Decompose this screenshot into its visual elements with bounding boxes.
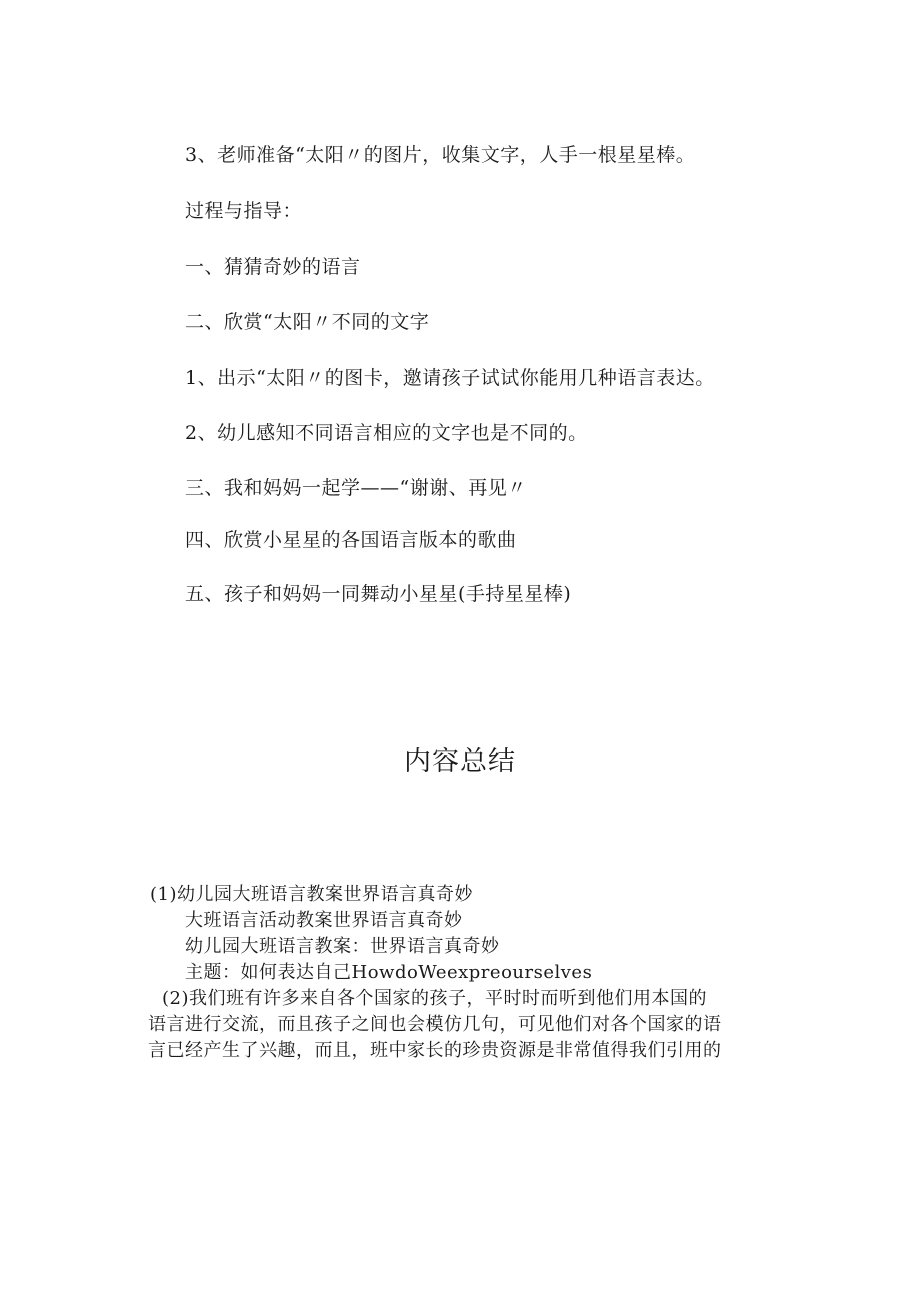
section-four: 四、欣赏小星星的各国语言版本的歌曲 <box>185 529 517 551</box>
material-item-3: 3、老师准备“太阳〃的图片，收集文字，人手一根星星棒。 <box>185 144 696 166</box>
summary-title: 内容总结 <box>404 746 516 777</box>
summary-line: (1)幼儿园大班语言教案世界语言真奇妙 <box>150 884 473 905</box>
summary-line: 幼儿园大班语言教案：世界语言真奇妙 <box>185 936 500 957</box>
summary-line: 语言进行交流，而且孩子之间也会模仿几句，可见他们对各个国家的语 <box>148 1014 722 1035</box>
section-two: 二、欣赏“太阳〃不同的文字 <box>185 311 430 333</box>
section-two-step-2: 2、幼儿感知不同语言相应的文字也是不同的。 <box>185 422 588 444</box>
summary-line: (2)我们班有许多来自各个国家的孩子，平时时而听到他们用本国的 <box>162 988 707 1009</box>
section-three: 三、我和妈妈一起学——“谢谢、再见〃 <box>185 477 527 499</box>
section-five: 五、孩子和妈妈一同舞动小星星(手持星星棒) <box>185 583 572 605</box>
section-one: 一、猜猜奇妙的语言 <box>185 256 361 278</box>
process-heading: 过程与指导： <box>185 200 303 222</box>
summary-line: 言已经产生了兴趣，而且，班中家长的珍贵资源是非常值得我们引用的 <box>148 1040 722 1061</box>
summary-line: 主题：如何表达自己HowdoWeexpreourselves <box>185 962 593 983</box>
section-two-step-1: 1、出示“太阳〃的图卡，邀请孩子试试你能用几种语言表达。 <box>185 367 715 389</box>
summary-line: 大班语言活动教案世界语言真奇妙 <box>185 910 463 931</box>
